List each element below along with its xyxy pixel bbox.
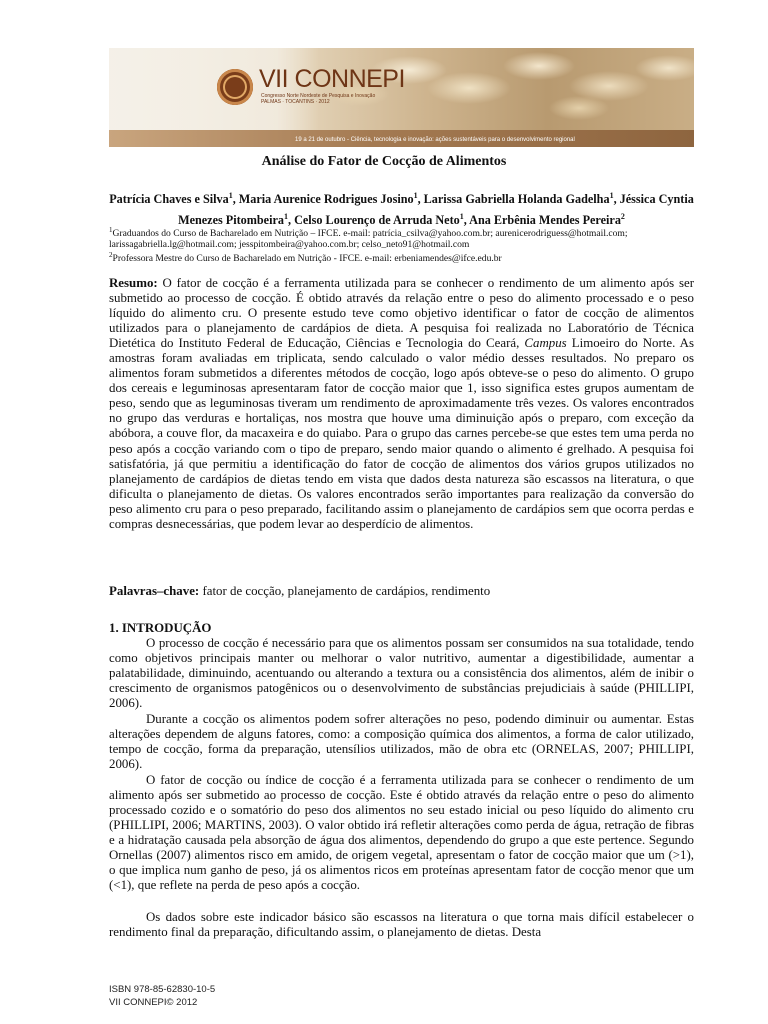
affiliation-1-emails: larissagabriella.lg@hotmail.com; jesspitombeira@yahoo.com.br; celso_neto91@hotmail.com bbox=[109, 239, 470, 251]
author-affiliation-sup: 1 bbox=[459, 212, 464, 222]
header-banner bbox=[109, 48, 694, 147]
banner-brand: VII CONNEPI bbox=[259, 65, 405, 93]
abstract-text-after: Limoeiro do Norte. As amostras foram avaliadas em triplicata, sendo calculado o valor médio desses resultados. No preparo os alimentos foram submetidos a diferentes métodos de cocção, logo após obteve-se o peso do alimento. O grupo dos cereais e leguminosas apresentaram fator de cocção maior que 1, isso significa estes grupos aumentam de peso, sendo que as leguminosas tiveram um rendimento de aproximadamente três vezes. Os valores encontrados no grupo das verduras e hortaliças, nos mostra que houve uma diminuição após o preparo, com exceção da abóbora, a couve flor, da macaxeira e do quiabo. Para o grupo das carnes percebe-se que estes tem uma perda no peso após a cocção variando com o tipo de preparo, sendo maior quando o alimento é grelhado. A pesquisa foi satisfatória, já que permitiu a identificação do fator de cocção de alimentos dos vários grupos utilizados no planejamento de cardápios de dietas tendo em vista que dados desta natureza são escassos na literatura, o que dificulta o planejamento de dietas. Os valores encontrados serão importantes para realização da conversão do peso alimento cru para o peso preparado, facilitando assim o planejamento de cardápios sem que ocorra perdas e compras desnecessárias, que podem levar ao desperdício de alimentos. bbox=[109, 336, 694, 531]
author-affiliation-sup: 1 bbox=[283, 212, 288, 222]
keywords bbox=[109, 584, 694, 599]
author-name: Larissa Gabriella Holanda Gadelha bbox=[423, 192, 610, 207]
intro-paragraph-1: O processo de cocção é necessário para que os alimentos possam ser consumidos na sua totalidade, tendo como objetivos principais manter ou melhorar o valor nutritivo, aumentar a digestibilidade, aumentar a palatabilidade, diminuindo, acentuando ou alterando a textura ou a consistência dos alimentos, além de inibir o crescimento de organismos patogênicos ou o desenvolvimento de substâncias prejudiciais à saúde (PHILLIPI, 2006). bbox=[109, 636, 694, 711]
banner-tagline: 19 a 21 de outubro - Ciência, tecnologia e inovação: ações sustentáveis para o desenvolvimento regional bbox=[295, 137, 575, 143]
abstract-text-before: O fator de cocção é a ferramenta utilizada para se conhecer o rendimento de um alimento após ser submetido ao processo de cocção. É obtido através da relação entre o peso do alimento processado e o peso líquido do alimento cru. O presente estudo teve como objetivo identificar o fator de cocção de alimentos utilizados para o planejamento de cardápios de dieta. A pesquisa foi realizada no Laboratório de Técnica Dietética do Instituto Federal de Educação, Ciências e Tecnologia do Ceará, bbox=[109, 276, 694, 351]
author-list bbox=[109, 187, 694, 229]
banner-subtitle-text: Congresso Norte Nordeste de Pesquisa e Inovação bbox=[261, 93, 376, 99]
intro-paragraph-2: Durante a cocção os alimentos podem sofrer alterações no peso, podendo diminuir ou aumentar. Estas alterações dependem de alguns fatores, como: a composição química dos alimentos, a forma de calor utilizado, tempo de cocção, forma da preparação, utensílios utilizados, mão de obra etc (ORNELAS, 2007; PHILLIPI, 2006). bbox=[109, 712, 694, 772]
author-separator: , bbox=[613, 192, 620, 207]
keywords-text: fator de cocção, planejamento de cardápios, rendimento bbox=[199, 584, 491, 598]
author-separator: , bbox=[287, 213, 295, 228]
author-name: Maria Aurenice Rodrigues Josino bbox=[238, 192, 414, 207]
affiliation-2-sup: 2 bbox=[109, 251, 113, 260]
author-separator: , bbox=[232, 192, 239, 207]
author-affiliation-sup: 2 bbox=[620, 212, 625, 222]
banner-location: PALMAS · TOCANTINS · 2012 bbox=[261, 99, 330, 105]
logo-area bbox=[109, 48, 405, 130]
section-title-introducao: 1. INTRODUÇÃO bbox=[109, 621, 212, 635]
banner-bar bbox=[109, 130, 694, 147]
affiliations bbox=[109, 225, 694, 264]
author-affiliation-sup: 1 bbox=[413, 191, 418, 200]
abstract-label: Resumo: bbox=[109, 276, 158, 290]
footer-isbn: ISBN 978-85-62830-10-5 bbox=[109, 984, 216, 995]
author-name: Ana Erbênia Mendes Pereira bbox=[469, 213, 621, 228]
banner-subtitle bbox=[261, 93, 381, 105]
author-name: Patrícia Chaves e Silva bbox=[109, 192, 229, 207]
author-separator: , bbox=[463, 213, 470, 228]
intro-paragraph-3: O fator de cocção ou índice de cocção é a ferramenta utilizada para se conhecer o rendimento de um alimento após ser submetido ao processo de cocção. Este é obtido através da relação entre o peso do alimento processado cozido e o somatório do peso dos alimentos no seu estado inicial ou peso líquido do alimento cru (PHILLIPI, 2006; MARTINS, 2003). O valor obtido irá refletir alterações como perda de água, retração de fibras e a hidratação causada pela absorção de água dos alimentos, dependendo do grupo a que este pertence. Segundo Ornellas (2007) alimentos risco em amido, de origem vegetal, apresentam o fator de cocção maior que um (>1), o que implica num ganho de peso, já os alimentos ricos em proteínas apresentam fator de cocção menor que um (<1), que reflete na perda de peso após a cocção. bbox=[109, 773, 694, 893]
connepi-emblem-icon bbox=[217, 69, 253, 105]
author-affiliation-sup: 1 bbox=[609, 191, 614, 200]
author-separator: , bbox=[417, 192, 424, 207]
author-name: Celso Lourenço de Arruda Neto bbox=[294, 213, 460, 228]
author-affiliation-sup: 1 bbox=[228, 191, 233, 200]
intro-paragraph-4: Os dados sobre este indicador básico são escassos na literatura o que torna mais difícil estabelecer o rendimento final da preparação, dificultando assim, o planejamento de dietas. Desta bbox=[109, 910, 694, 940]
author-1 bbox=[109, 192, 239, 206]
author-2 bbox=[239, 192, 424, 206]
footer-copyright: VII CONNEPI© 2012 bbox=[109, 997, 198, 1008]
affiliation-1 bbox=[109, 225, 694, 239]
keywords-label: Palavras–chave: bbox=[109, 584, 200, 598]
affiliation-2 bbox=[109, 250, 694, 264]
paper-title: Análise do Fator de Cocção de Alimentos bbox=[261, 154, 507, 169]
affiliation-1-sup: 1 bbox=[109, 226, 113, 234]
page-footer bbox=[109, 983, 215, 1009]
abstract-campus: Campus bbox=[524, 336, 567, 351]
abstract bbox=[109, 276, 694, 532]
affiliation-2-line: Professora Mestre do Curso de Bacharelado em Nutrição - IFCE. e-mail: erbeniamendes@ifce.edu.br bbox=[112, 253, 502, 265]
author-3 bbox=[424, 192, 620, 206]
affiliation-1-line1: Graduandos do Curso de Bacharelado em Nutrição – IFCE. e-mail: patrícia_csilva@yahoo.com.br; aurenicerodriguess@hotmail.com; bbox=[112, 228, 628, 240]
author-name: Jéssica Cyntia Menezes Pitombeira bbox=[178, 192, 694, 228]
